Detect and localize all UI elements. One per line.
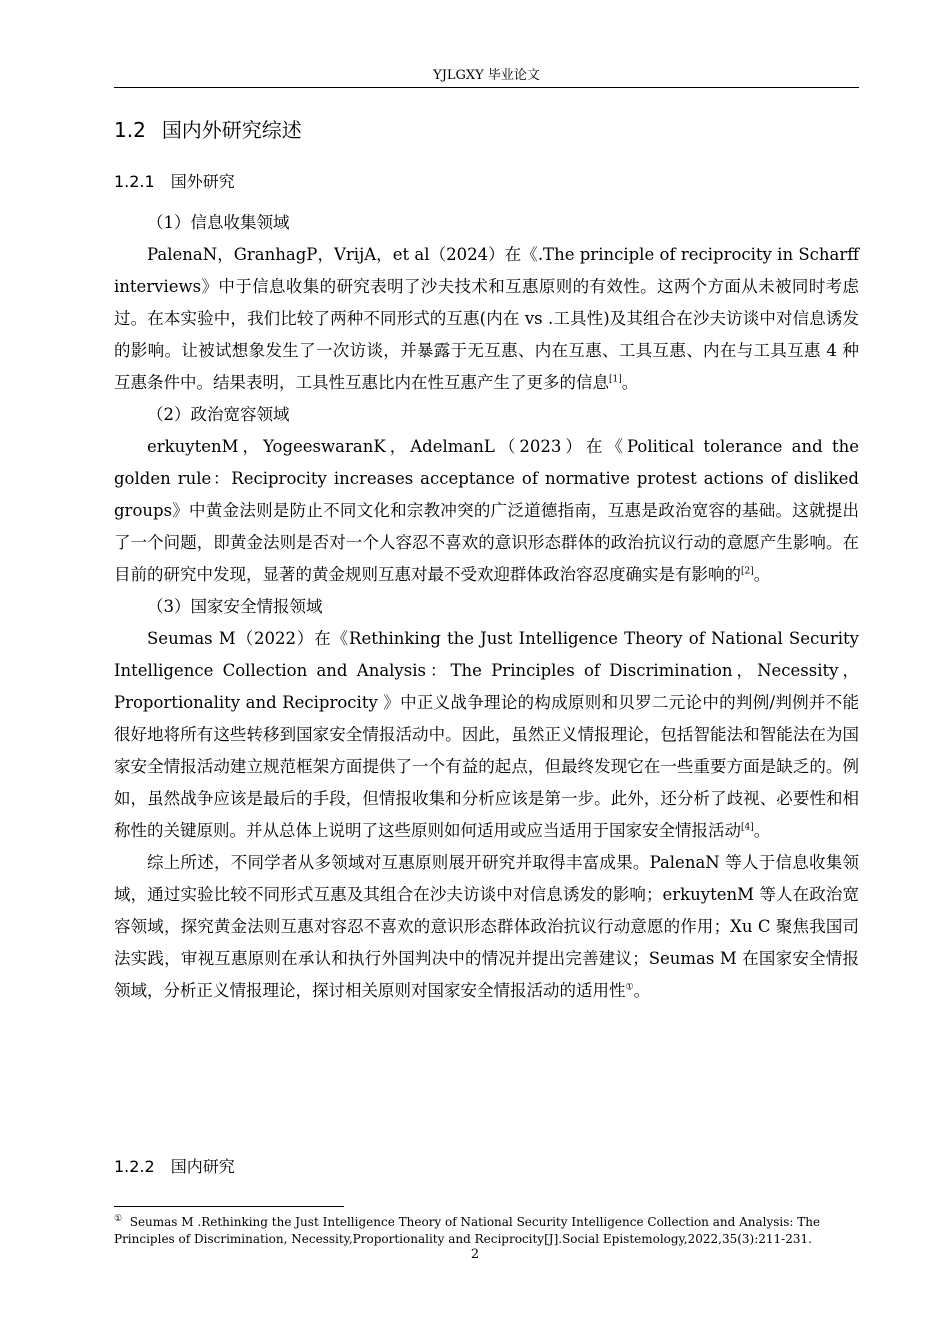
topic-heading-political-tolerance: （2）政治宽容领域 [147, 405, 290, 424]
subsection-title: 国内研究 [170, 1157, 235, 1176]
section-title: 国内外研究综述 [161, 118, 302, 142]
subsection-number: 1.2.1 [114, 172, 155, 191]
subsection-title: 国外研究 [170, 172, 235, 191]
footnote-marker: ① [114, 1214, 123, 1224]
paragraph-summary: 综上所述，不同学者从多领域对互惠原则展开研究并取得丰富成果。PalenaN 等人于信息收集领域，通过实验比较不同形式互惠及其组合在沙夫访谈中对信息诱发的影响；erkuytenM 等人在政治宽容领域，探究黄金法则互惠对容忍不喜欢的意识形态群体政治抗议行动意愿的作用；Xu C 聚焦我国司法实践，审视互惠原则在承认和执行外国判决中的情况并提出完善建议；Seumas M 在国家安全情报领域，分析正义情报理论，探讨相关原则对国家安全情报活动的适用性①。 [114, 853, 859, 1000]
paragraph-security-intel: Seumas M（2022）在《Rethinking the Just Intelligence Theory of National Security Intelligence Collection and Analysis：The Principles of Discrimination，Necessity，Proportionality and Reciprocity 》中正义战争理论的构成原则和贝罗二元论中的判例/判例并不能很好地将所有这些转移到国家安全情报活动中。因此，虽然正义情报理论，包括智能法和智能法在为国家安全情报活动建立规范框架方面提供了一个有益的起点，但最终发现它在一些重要方面是缺乏的。例如，虽然战争应该是最后的手段，但情报收集和分析应该是第一步。此外，还分析了歧视、必要性和相称性的关键原则。并从总体上说明了这些原则如何适用或应当适用于国家安全情报活动[4]。 [114, 629, 859, 840]
running-header: YJLGXY 毕业论文 [433, 68, 540, 83]
paragraph-info-collection: PalenaN，GranhagP，VrijA，et al（2024）在《.The principle of reciprocity in Scharff interviews》中于信息收集的研究表明了沙夫技术和互惠原则的有效性。这两个方面从未被同时考虑过。在本实验中，我们比较了两种不同形式的互惠(内在 vs .工具性)及其组合在沙夫访谈中对信息诱发的影响。让被试想象发生了一次访谈，并暴露于无互惠、内在互惠、工具互惠、内在与工具互惠 4 种互惠条件中。结果表明，工具性互惠比内在性互惠产生了更多的信息[1]。 [114, 245, 859, 392]
subsection-heading-domestic [114, 1153, 235, 1181]
topic-heading-info-collection: （1）信息收集领域 [147, 213, 290, 232]
topic-heading-security-intel: （3）国家安全情报领域 [147, 597, 323, 616]
subsection-heading-foreign [114, 168, 235, 196]
page-number: 2 [470, 1247, 480, 1262]
citation-ref: [4] [741, 822, 754, 833]
section-number: 1.2 [114, 118, 146, 142]
footnote [114, 1214, 859, 1248]
footnote-rule [114, 1206, 344, 1207]
header-rule [114, 87, 859, 88]
footnote-ref: ① [625, 982, 634, 993]
citation-ref: [2] [741, 566, 754, 577]
section-heading [114, 114, 302, 146]
subsection-number: 1.2.2 [114, 1157, 155, 1176]
citation-ref: [1] [609, 374, 622, 385]
body-text [114, 207, 859, 1007]
paragraph-political-tolerance: erkuytenM，YogeeswaranK，AdelmanL（2023）在《Political tolerance and the golden rule：Reciprocity increases acceptance of normative protest actions of disliked groups》中黄金法则是防止不同文化和宗教冲突的广泛道德指南，互惠是政治宽容的基础。这就提出了一个问题，即黄金法则是否对一个人容忍不喜欢的意识形态群体的政治抗议行动的意愿产生影响。在目前的研究中发现，显著的黄金规则互惠对最不受欢迎群体政治容忍度确实是有影响的[2]。 [114, 437, 859, 584]
footnote-text: Seumas M .Rethinking the Just Intelligence Theory of National Security Intelligence Collection and Analysis: The Principles of Discrimination, Necessity,Proportionality and Reciprocity[J].Social Epistemology,2022,35(3):211-231. [114, 1215, 821, 1246]
